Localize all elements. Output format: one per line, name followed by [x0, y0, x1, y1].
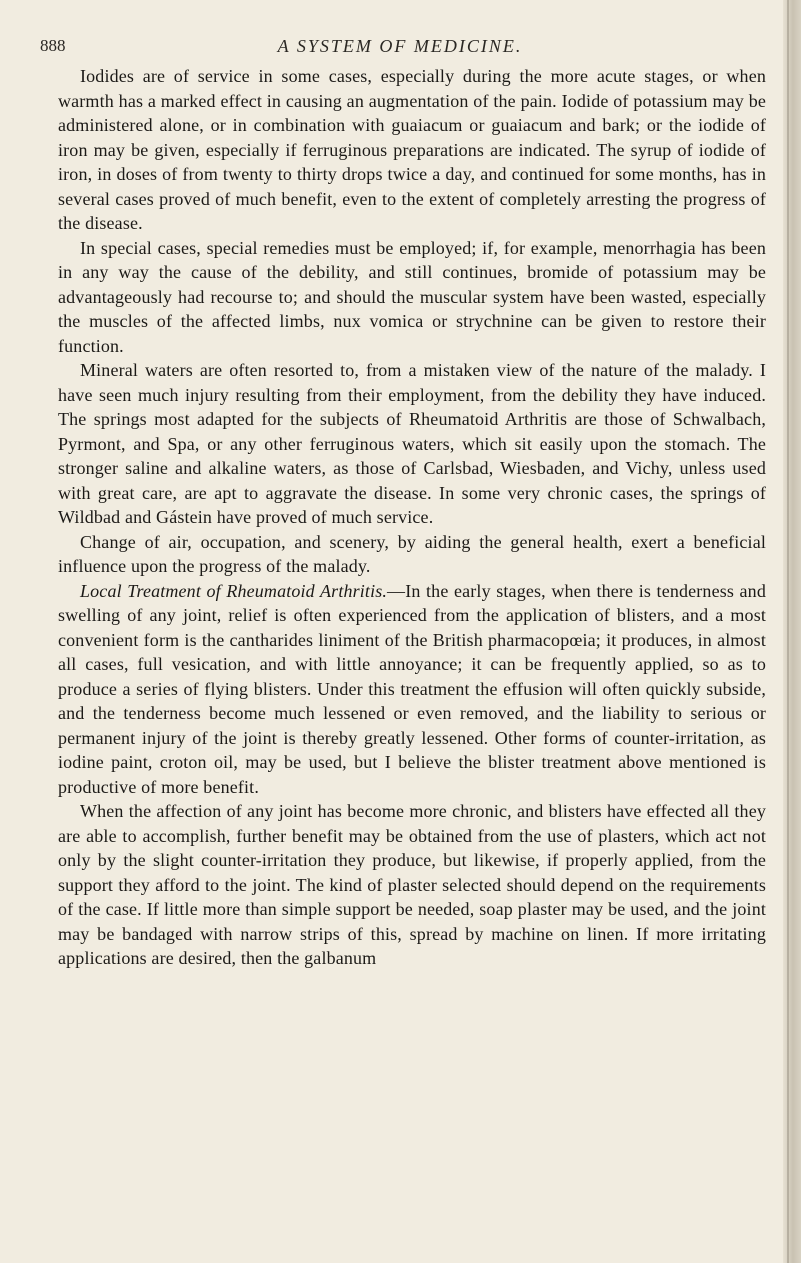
paragraph-special-remedies: [58, 236, 766, 359]
paragraph-change-of-air: [58, 530, 766, 579]
paragraph-chronic-plasters: [58, 799, 766, 971]
paragraph-text: Change of air, occupation, and scenery, by aiding the general health, exert a beneficial influence upon the progress of the malady.: [58, 531, 766, 576]
page-header: [40, 36, 760, 60]
paragraph-iodides: [58, 64, 766, 236]
running-title: A SYSTEM OF MEDICINE.: [277, 36, 523, 56]
paragraph-text: Iodides are of service in some cases, especially during the more acute stages, or when warmth has a marked effect in causing an augmentation of the pain. Iodide of potassium may be administered alone, or in combination with guaiacum or guaiacum and bark; or the iodide of iron may be given, especially if ferruginous preparations are indicated. The syrup of iodide of iron, in doses of from twenty to thirty drops twice a day, and continued for some months, has in several cases proved of much benefit, even to the extent of completely arresting the progress of the disease.: [58, 66, 766, 233]
paragraph-text: When the affection of any joint has become more chronic, and blisters have effected all they are able to accomplish, further benefit may be obtained from the use of plasters, which act not only by the slight counter-irritation they produce, but likewise, if properly applied, from the support they afford to the joint. The kind of plaster selected should depend on the requirements of the case. If little more than simple support be needed, soap plaster may be used, and the joint may be bandaged with narrow strips of this, spread by machine on linen. If more irritating applications are desired, then the galbanum: [58, 801, 766, 968]
paragraph-text: Mineral waters are often resorted to, from a mistaken view of the nature of the malady. I have seen much injury resulting from their employment, from the debility they have induced. The springs most adapted for the subjects of Rheumatoid Arthritis are those of Schwalbach, Pyrmont, and Spa, or any other ferruginous waters, which sit easily upon the stomach. The stronger saline and alkaline waters, as those of Carlsbad, Wiesbaden, and Vichy, unless used with great care, are apt to aggravate the disease. In some very chronic cases, the springs of Wildbad and Gástein have proved of much service.: [58, 360, 766, 527]
page-edge-shadow: [783, 0, 801, 1263]
paragraph-mineral-waters: [58, 358, 766, 530]
paragraph-text: In special cases, special remedies must be employed; if, for example, menorrhagia has been in any way the cause of the debility, and still continues, bromide of potassium may be advantageously had recourse to; and should the muscular system have been wasted, especially the muscles of the affected limbs, nux vomica or strychnine can be given to restore their function.: [58, 237, 766, 356]
paragraph-text: —In the early stages, when there is tenderness and swelling of any joint, relief is often experienced from the application of blisters, and a most convenient form is the cantharides liniment of the British pharmacopœia; it produces, in almost all cases, full vesication, and with little annoyance; it can be frequently applied, so as to produce a series of flying blisters. Under this treatment the effusion will often quickly subside, and the tenderness become much lessened or even removed, and the liability to serious or permanent injury of the joint is thereby greatly lessened. Other forms of counter-irritation, as iodine paint, croton oil, may be used, but I believe the blister treatment above mentioned is productive of more benefit.: [58, 580, 766, 797]
body-text: [58, 64, 766, 971]
page-number: 888: [40, 36, 66, 55]
paragraph-local-treatment: [58, 579, 766, 800]
section-heading: Local Treatment of Rheumatoid Arthritis.: [80, 580, 388, 601]
